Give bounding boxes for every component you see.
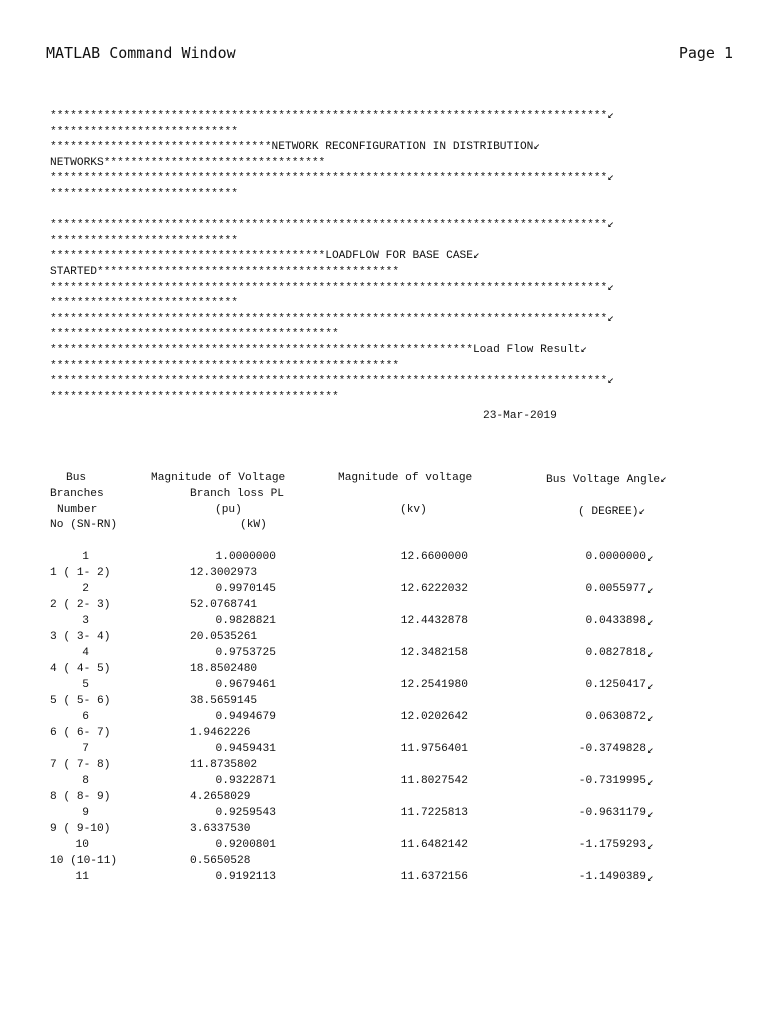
branch-loss: 11.8735802: [190, 759, 258, 771]
branch-number: 2 ( 2- 3): [50, 599, 111, 611]
branch-loss: 1.9462226: [190, 727, 251, 739]
banner-line: [50, 140, 619, 156]
branch-number: 3 ( 3- 4): [50, 631, 111, 643]
line-break-icon: ↙: [638, 506, 646, 518]
banner-line-text: ***********************************************************************************: [50, 219, 608, 232]
banner-line-text: ****************************************************: [50, 359, 400, 372]
col-mag-voltage: Magnitude of Voltage: [151, 472, 286, 484]
voltage-pu: 1.0000000: [215, 551, 276, 563]
branch-number: 4 ( 4- 5): [50, 663, 111, 675]
bus-number: 9: [82, 807, 89, 819]
col-branch-loss: Branch loss PL: [190, 488, 284, 500]
col-mag-voltage-kv: Magnitude of voltage: [338, 472, 473, 484]
voltage-kv: 12.0202642: [400, 711, 468, 723]
col-angle: [546, 472, 667, 486]
line-break-icon: ↙: [647, 681, 654, 693]
branch-number: 5 ( 5- 6): [50, 695, 111, 707]
branch-loss: 0.5650528: [190, 855, 251, 867]
voltage-pu: 0.9494679: [215, 711, 276, 723]
banner-line-text: ***********************************************************************************: [50, 375, 608, 388]
bus-number: 3: [82, 615, 89, 627]
bus-number: 10: [75, 839, 89, 851]
banner-line: [50, 343, 619, 359]
col-branches: Branches: [50, 488, 104, 500]
voltage-pu: 0.9192113: [215, 871, 276, 883]
voltage-kv: 11.8027542: [400, 775, 468, 787]
col-degree: [578, 504, 645, 518]
col-number: Number: [57, 504, 98, 516]
banner-line: [50, 327, 619, 343]
voltage-angle: 0.0630872: [585, 711, 646, 723]
bus-number: 6: [82, 711, 89, 723]
line-break-icon: ↙: [607, 172, 614, 185]
voltage-pu: 0.9322871: [215, 775, 276, 787]
col-no-snrn: No (SN-RN): [50, 519, 118, 531]
line-break-icon: ↙: [647, 873, 654, 885]
voltage-pu: 0.9828821: [215, 615, 276, 627]
bus-number: 2: [82, 583, 89, 595]
branch-loss: 18.8502480: [190, 663, 258, 675]
voltage-kv: 12.3482158: [400, 647, 468, 659]
voltage-angle: -0.7319995: [578, 775, 646, 787]
voltage-kv: 11.9756401: [400, 743, 468, 755]
line-break-icon: ↙: [533, 141, 541, 154]
branch-number: 10 (10-11): [50, 855, 118, 867]
line-break-icon: ↙: [647, 585, 654, 597]
banner-line-text: ****************************: [50, 297, 238, 310]
voltage-angle: 0.0433898: [585, 615, 646, 627]
voltage-angle: -1.1759293: [578, 839, 646, 851]
banner-line: [50, 296, 619, 312]
voltage-angle: -0.3749828: [578, 743, 646, 755]
branch-number: 7 ( 7- 8): [50, 759, 111, 771]
banner-line: [50, 390, 619, 406]
banner-line-text: ****************************: [50, 234, 238, 247]
page-number: Page 1: [678, 44, 733, 62]
col-degree-label: ( DEGREE): [578, 506, 639, 518]
bus-number: 11: [75, 871, 89, 883]
col-kw: (kW): [240, 519, 267, 531]
banner-line-text: ***********************************************************************************: [50, 110, 608, 122]
bus-number: 8: [82, 775, 89, 787]
line-break-icon: ↙: [647, 553, 654, 565]
banner-line: [50, 218, 619, 234]
line-break-icon: ↙: [647, 649, 654, 661]
voltage-angle: -1.1490389: [578, 871, 646, 883]
line-break-icon: ↙: [660, 474, 667, 486]
banner-line: [50, 125, 619, 141]
voltage-pu: 0.9259543: [215, 807, 276, 819]
banner-line: [50, 171, 619, 187]
voltage-pu: 0.9753725: [215, 647, 276, 659]
line-break-icon: ↙: [647, 713, 654, 725]
line-break-icon: ↙: [580, 343, 588, 356]
col-pu: (pu): [215, 504, 242, 516]
line-break-icon: ↙: [607, 281, 614, 294]
branch-number: 9 ( 9-10): [50, 823, 111, 835]
banner-line: [50, 249, 619, 265]
banner-line-text: ****************************: [50, 187, 238, 200]
col-angle-label: Bus Voltage Angle: [546, 474, 661, 486]
banner-line: [50, 109, 619, 125]
banner-line-text: ***************************************************************Load Flow Result: [50, 343, 581, 356]
voltage-kv: 11.6372156: [400, 871, 468, 883]
banner-line: [50, 187, 619, 203]
branch-loss: 52.0768741: [190, 599, 258, 611]
branch-loss: 38.5659145: [190, 695, 258, 707]
banner-line: [50, 312, 619, 328]
branch-loss: 12.3002973: [190, 567, 258, 579]
banner-line-text: ***********************************************************************************: [50, 312, 608, 325]
voltage-pu: 0.9970145: [215, 583, 276, 595]
banner-line: [50, 156, 619, 172]
banner-line-text: NETWORKS*********************************: [50, 156, 326, 169]
voltage-angle: 0.1250417: [585, 679, 646, 691]
bus-number: 5: [82, 679, 89, 691]
branch-loss: 4.2658029: [190, 791, 251, 803]
branch-loss: 3.6337530: [190, 823, 251, 835]
voltage-kv: 12.6600000: [400, 551, 468, 563]
line-break-icon: ↙: [647, 745, 654, 757]
banner-line: [50, 374, 619, 390]
banner-line: [50, 265, 619, 281]
banner-line: [50, 203, 619, 219]
voltage-angle: 0.0827818: [585, 647, 646, 659]
banner-line-text: *******************************************: [50, 390, 339, 403]
line-break-icon: ↙: [647, 841, 654, 853]
bus-number: 7: [82, 743, 89, 755]
voltage-angle: -0.9631179: [578, 807, 646, 819]
bus-number: 1: [82, 551, 89, 563]
banner-line-text: *****************************************LOADFLOW FOR BASE CASE: [50, 250, 473, 263]
line-break-icon: ↙: [607, 219, 614, 232]
voltage-angle: 0.0000000: [585, 551, 646, 563]
line-break-icon: ↙: [607, 110, 614, 122]
banner-line-text: ****************************: [50, 125, 238, 138]
branch-loss: 20.0535261: [190, 631, 258, 643]
line-break-icon: ↙: [472, 250, 480, 263]
banner-line: [50, 281, 619, 297]
banner-line-text: *********************************NETWORK RECONFIGURATION IN DISTRIBUTION: [50, 141, 534, 154]
col-kv: (kv): [400, 504, 427, 516]
voltage-kv: 11.6482142: [400, 839, 468, 851]
banner-line: [50, 234, 619, 250]
banner-line-text: ***********************************************************************************: [50, 172, 608, 185]
line-break-icon: ↙: [607, 375, 614, 388]
branch-number: 1 ( 1- 2): [50, 567, 111, 579]
voltage-kv: 12.4432878: [400, 615, 468, 627]
banner-line-text: STARTED*********************************************: [50, 265, 400, 278]
banner-line-text: *******************************************: [50, 328, 339, 341]
voltage-kv: 12.2541980: [400, 679, 468, 691]
banner: [50, 109, 619, 405]
banner-line: [50, 359, 619, 375]
voltage-pu: 0.9679461: [215, 679, 276, 691]
voltage-angle: 0.0055977: [585, 583, 646, 595]
voltage-kv: 12.6222032: [400, 583, 468, 595]
banner-line-text: ***********************************************************************************: [50, 281, 608, 294]
line-break-icon: ↙: [647, 617, 654, 629]
voltage-kv: 11.7225813: [400, 807, 468, 819]
date-stamp: 23-Mar-2019: [483, 410, 557, 422]
window-title: MATLAB Command Window: [46, 44, 236, 62]
bus-number: 4: [82, 647, 89, 659]
line-break-icon: ↙: [647, 809, 654, 821]
voltage-pu: 0.9459431: [215, 743, 276, 755]
col-bus: Bus: [66, 472, 87, 484]
line-break-icon: ↙: [607, 312, 614, 325]
voltage-pu: 0.9200801: [215, 839, 276, 851]
branch-number: 6 ( 6- 7): [50, 727, 111, 739]
line-break-icon: ↙: [647, 777, 654, 789]
branch-number: 8 ( 8- 9): [50, 791, 111, 803]
